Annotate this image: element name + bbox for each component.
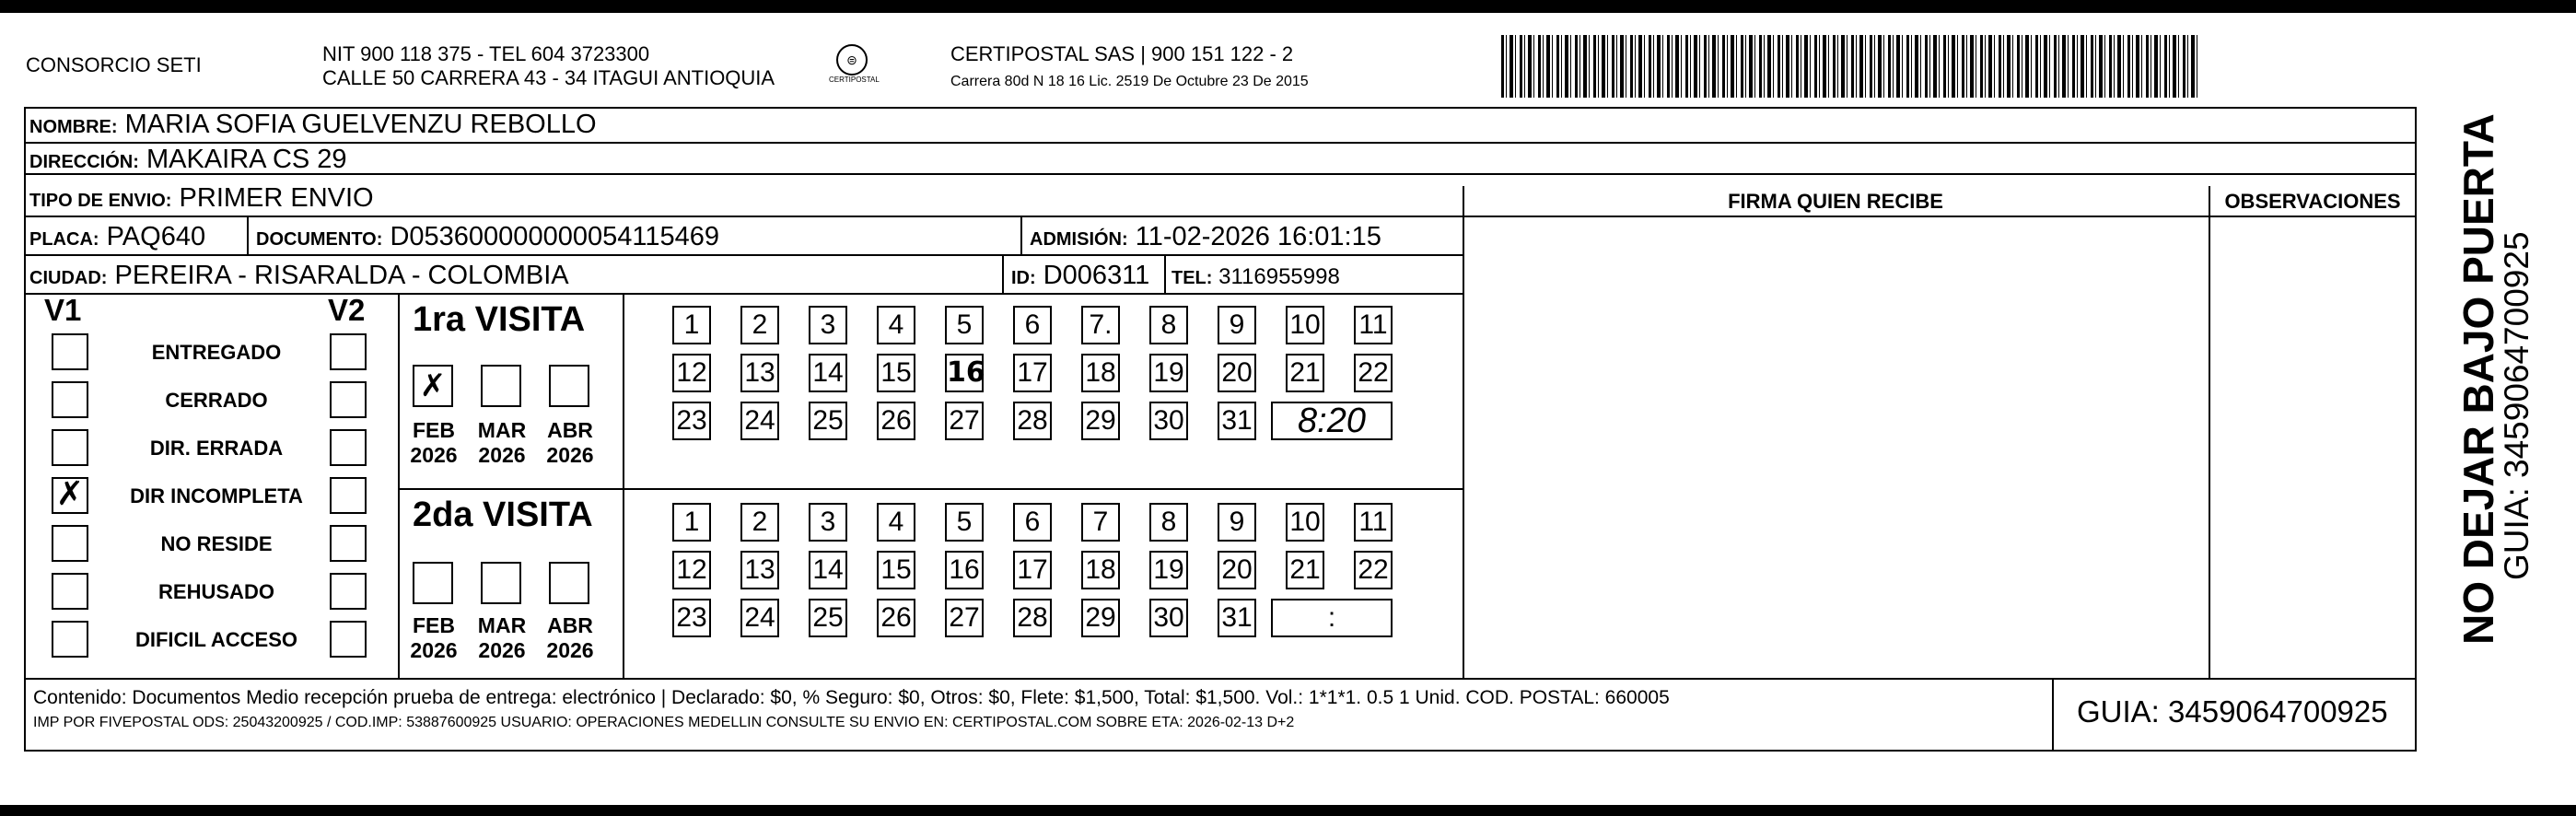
v2-checkbox-0[interactable]	[330, 333, 367, 370]
v2-checkbox-4[interactable]	[330, 525, 367, 562]
documento-label: DOCUMENTO:	[256, 229, 383, 250]
visit2-day-30[interactable]: 30	[1149, 599, 1188, 637]
visit1-day-4[interactable]: 4	[877, 306, 915, 344]
v2-checkbox-6[interactable]	[330, 621, 367, 658]
visit2-month-label-0: FEB 2026	[410, 613, 458, 662]
visit1-day-1[interactable]: 1	[672, 306, 711, 344]
visit2-day-22[interactable]: 22	[1354, 551, 1393, 589]
visit1-day-28[interactable]: 28	[1013, 402, 1052, 440]
visit2-time-box[interactable]: :	[1271, 599, 1393, 637]
v1-checkbox-0[interactable]	[52, 333, 88, 370]
visit1-day-5[interactable]: 5	[945, 306, 984, 344]
documento-value: D053600000000054115469	[390, 222, 719, 251]
nombre-value: MARIA SOFIA GUELVENZU REBOLLO	[124, 110, 597, 139]
v2-checkbox-3[interactable]	[330, 477, 367, 514]
admision-row	[1030, 221, 1381, 255]
visit2-month-label-2: ABR 2026	[546, 613, 594, 662]
visit2-day-29[interactable]: 29	[1081, 599, 1120, 637]
visit2-day-6[interactable]: 6	[1013, 503, 1052, 542]
placa-row	[29, 221, 205, 255]
visit1-day-24[interactable]: 24	[740, 402, 779, 440]
tel-label: TEL:	[1171, 268, 1213, 288]
visit2-day-9[interactable]: 9	[1218, 503, 1256, 542]
visit1-month-label-0: FEB 2026	[410, 418, 458, 467]
visit1-month-label-2: ABR 2026	[546, 418, 594, 467]
visit1-day-18[interactable]: 18	[1081, 354, 1120, 392]
certipostal-logo: ⊜ CERTIPOSTAL	[829, 44, 875, 99]
tel-row	[1171, 262, 1340, 294]
v2-checkbox-1[interactable]	[330, 381, 367, 418]
visit1-day-29[interactable]: 29	[1081, 402, 1120, 440]
status-label-3: DIR INCOMPLETA	[130, 484, 303, 507]
side-guia: GUIA: 3459064700925	[2498, 231, 2535, 580]
visit1-day-6[interactable]: 6	[1013, 306, 1052, 344]
placa-value: PAQ640	[106, 222, 206, 251]
admision-value: 11-02-2026 16:01:15	[1135, 222, 1381, 251]
visit2-month-box-1[interactable]	[481, 562, 521, 604]
placa-label: PLACA:	[29, 229, 99, 250]
visit2-day-2[interactable]: 2	[740, 503, 779, 542]
visit2-day-5[interactable]: 5	[945, 503, 984, 542]
visit1-day-9[interactable]: 9	[1218, 306, 1256, 344]
visit2-day-23[interactable]: 23	[672, 599, 711, 637]
visit2-day-31[interactable]: 31	[1218, 599, 1256, 637]
direccion-label: DIRECCIÓN:	[29, 152, 139, 172]
status-label-1: CERRADO	[165, 389, 268, 412]
v2-checkbox-2[interactable]	[330, 429, 367, 466]
company-name: CONSORCIO SETI	[26, 53, 202, 76]
v1-checkbox-4[interactable]	[52, 525, 88, 562]
footer-guia: GUIA: 3459064700925	[2077, 694, 2388, 729]
visit2-day-16[interactable]: 16	[945, 551, 984, 589]
direccion-row	[29, 144, 347, 178]
visit2-day-18[interactable]: 18	[1081, 551, 1120, 589]
visit2-day-7[interactable]: 7	[1081, 503, 1120, 542]
status-label-0: ENTREGADO	[151, 341, 282, 364]
id-row	[1011, 260, 1149, 294]
visit1-day-31[interactable]: 31	[1218, 402, 1256, 440]
visit1-day-14[interactable]: 14	[809, 354, 847, 392]
visit2-day-13[interactable]: 13	[740, 551, 779, 589]
bottom-black-band	[0, 805, 2576, 816]
visit2-day-17[interactable]: 17	[1013, 551, 1052, 589]
ciudad-label: CIUDAD:	[29, 268, 108, 288]
v1-checkbox-2[interactable]	[52, 429, 88, 466]
visit1-day-26[interactable]: 26	[877, 402, 915, 440]
visit1-day-23[interactable]: 23	[672, 402, 711, 440]
visit2-day-15[interactable]: 15	[877, 551, 915, 589]
visit1-day-3[interactable]: 3	[809, 306, 847, 344]
footer-content-line: Contenido: Documentos Medio recepción prueba de entrega: electrónico | Declarado: $0, % Seguro: $0, Otros: $0, Flete: $1,500, Total: $1,500. Vol.: 1*1*1. 0.5 1 Unid. COD. POSTAL: 660005	[33, 687, 1670, 708]
footer-print-line: IMP POR FIVEPOSTAL ODS: 25043200925 / COD.IMP: 53887600925 USUARIO: OPERACIONES MEDELLIN CONSULTE SU ENVIO EN: CERTIPOSTAL.COM SOBRE ETA: 2026-02-13 D+2	[33, 715, 1295, 730]
tipo-envio-row	[29, 182, 374, 216]
visit2-day-1[interactable]: 1	[672, 503, 711, 542]
visit1-day-22[interactable]: 22	[1354, 354, 1393, 392]
visit1-day-16[interactable]: 16	[945, 354, 984, 392]
visit1-month-box-0[interactable]: ✗	[413, 365, 453, 407]
visit1-day-20[interactable]: 20	[1218, 354, 1256, 392]
visit2-day-26[interactable]: 26	[877, 599, 915, 637]
visit1-month-box-2[interactable]	[549, 365, 589, 407]
v1-checkbox-1[interactable]	[52, 381, 88, 418]
top-black-band	[0, 0, 2576, 13]
visit1-day-15[interactable]: 15	[877, 354, 915, 392]
visit1-day-12[interactable]: 12	[672, 354, 711, 392]
visit1-day-30[interactable]: 30	[1149, 402, 1188, 440]
observaciones-header: OBSERVACIONES	[2224, 190, 2401, 213]
visit1-time-box[interactable]: 8:20	[1271, 402, 1393, 440]
company-nit-tel: NIT 900 118 375 - TEL 604 3723300	[322, 42, 650, 65]
tipo-envio-label: TIPO DE ENVIO:	[29, 191, 172, 211]
v1-label: V1	[44, 293, 82, 327]
v1-checkbox-3[interactable]: ✗	[52, 477, 88, 514]
visit2-day-3[interactable]: 3	[809, 503, 847, 542]
visit1-day-2[interactable]: 2	[740, 306, 779, 344]
v2-label: V2	[328, 293, 366, 327]
firma-header: FIRMA QUIEN RECIBE	[1728, 190, 1943, 213]
visit2-day-19[interactable]: 19	[1149, 551, 1188, 589]
status-label-2: DIR. ERRADA	[149, 437, 284, 460]
visit2-day-12[interactable]: 12	[672, 551, 711, 589]
v2-checkbox-5[interactable]	[330, 573, 367, 610]
status-label-5: REHUSADO	[158, 580, 274, 603]
company-address: CALLE 50 CARRERA 43 - 34 ITAGUI ANTIOQUIA	[322, 66, 775, 89]
visit1-month-label-1: MAR 2026	[477, 418, 527, 467]
status-label-6: DIFICIL ACCESO	[134, 628, 297, 651]
visit1-title: 1ra VISITA	[413, 300, 586, 339]
visit2-day-25[interactable]: 25	[809, 599, 847, 637]
visit1-day-21[interactable]: 21	[1286, 354, 1324, 392]
visit2-day-14[interactable]: 14	[809, 551, 847, 589]
visit2-title: 2da VISITA	[413, 495, 593, 534]
status-label-4: NO RESIDE	[160, 532, 273, 555]
visit2-day-27[interactable]: 27	[945, 599, 984, 637]
visit2-day-24[interactable]: 24	[740, 599, 779, 637]
ciudad-value: PEREIRA - RISARALDA - COLOMBIA	[114, 261, 569, 290]
v1-checkbox-6[interactable]	[52, 621, 88, 658]
certipostal-license: Carrera 80d N 18 16 Lic. 2519 De Octubre 23 De 2015	[950, 74, 1309, 89]
direccion-value: MAKAIRA CS 29	[146, 145, 347, 174]
visit2-day-21[interactable]: 21	[1286, 551, 1324, 589]
visit2-day-28[interactable]: 28	[1013, 599, 1052, 637]
visit1-day-8[interactable]: 8	[1149, 306, 1188, 344]
id-value: D006311	[1043, 261, 1150, 290]
visit1-day-25[interactable]: 25	[809, 402, 847, 440]
nombre-row	[29, 109, 597, 143]
id-label: ID:	[1011, 268, 1036, 288]
ciudad-row	[29, 260, 569, 294]
visit2-day-4[interactable]: 4	[877, 503, 915, 542]
visit2-month-box-0[interactable]	[413, 562, 453, 604]
barcode	[1501, 35, 2201, 98]
nombre-label: NOMBRE:	[29, 117, 118, 137]
visit1-day-10[interactable]: 10	[1286, 306, 1324, 344]
admision-label: ADMISIÓN:	[1030, 229, 1128, 250]
visit1-day-19[interactable]: 19	[1149, 354, 1188, 392]
certipostal-nit: CERTIPOSTAL SAS | 900 151 122 - 2	[950, 42, 1294, 65]
visit1-day-7[interactable]: 7.	[1081, 306, 1120, 344]
tipo-envio-value: PRIMER ENVIO	[179, 183, 374, 213]
documento-row	[256, 221, 719, 255]
v1-checkbox-5[interactable]	[52, 573, 88, 610]
visit1-day-17[interactable]: 17	[1013, 354, 1052, 392]
visit2-day-20[interactable]: 20	[1218, 551, 1256, 589]
visit2-month-label-1: MAR 2026	[477, 613, 527, 662]
visit1-day-11[interactable]: 11	[1354, 306, 1393, 344]
visit1-month-box-1[interactable]	[481, 365, 521, 407]
visit2-day-8[interactable]: 8	[1149, 503, 1188, 542]
visit2-day-11[interactable]: 11	[1354, 503, 1393, 542]
visit2-month-box-2[interactable]	[549, 562, 589, 604]
visit1-day-13[interactable]: 13	[740, 354, 779, 392]
visit1-day-27[interactable]: 27	[945, 402, 984, 440]
no-dejar-bajo-puerta: NO DEJAR BAJO PUERTA	[2454, 113, 2502, 645]
tel-value: 3116955998	[1218, 264, 1340, 289]
visit2-day-10[interactable]: 10	[1286, 503, 1324, 542]
